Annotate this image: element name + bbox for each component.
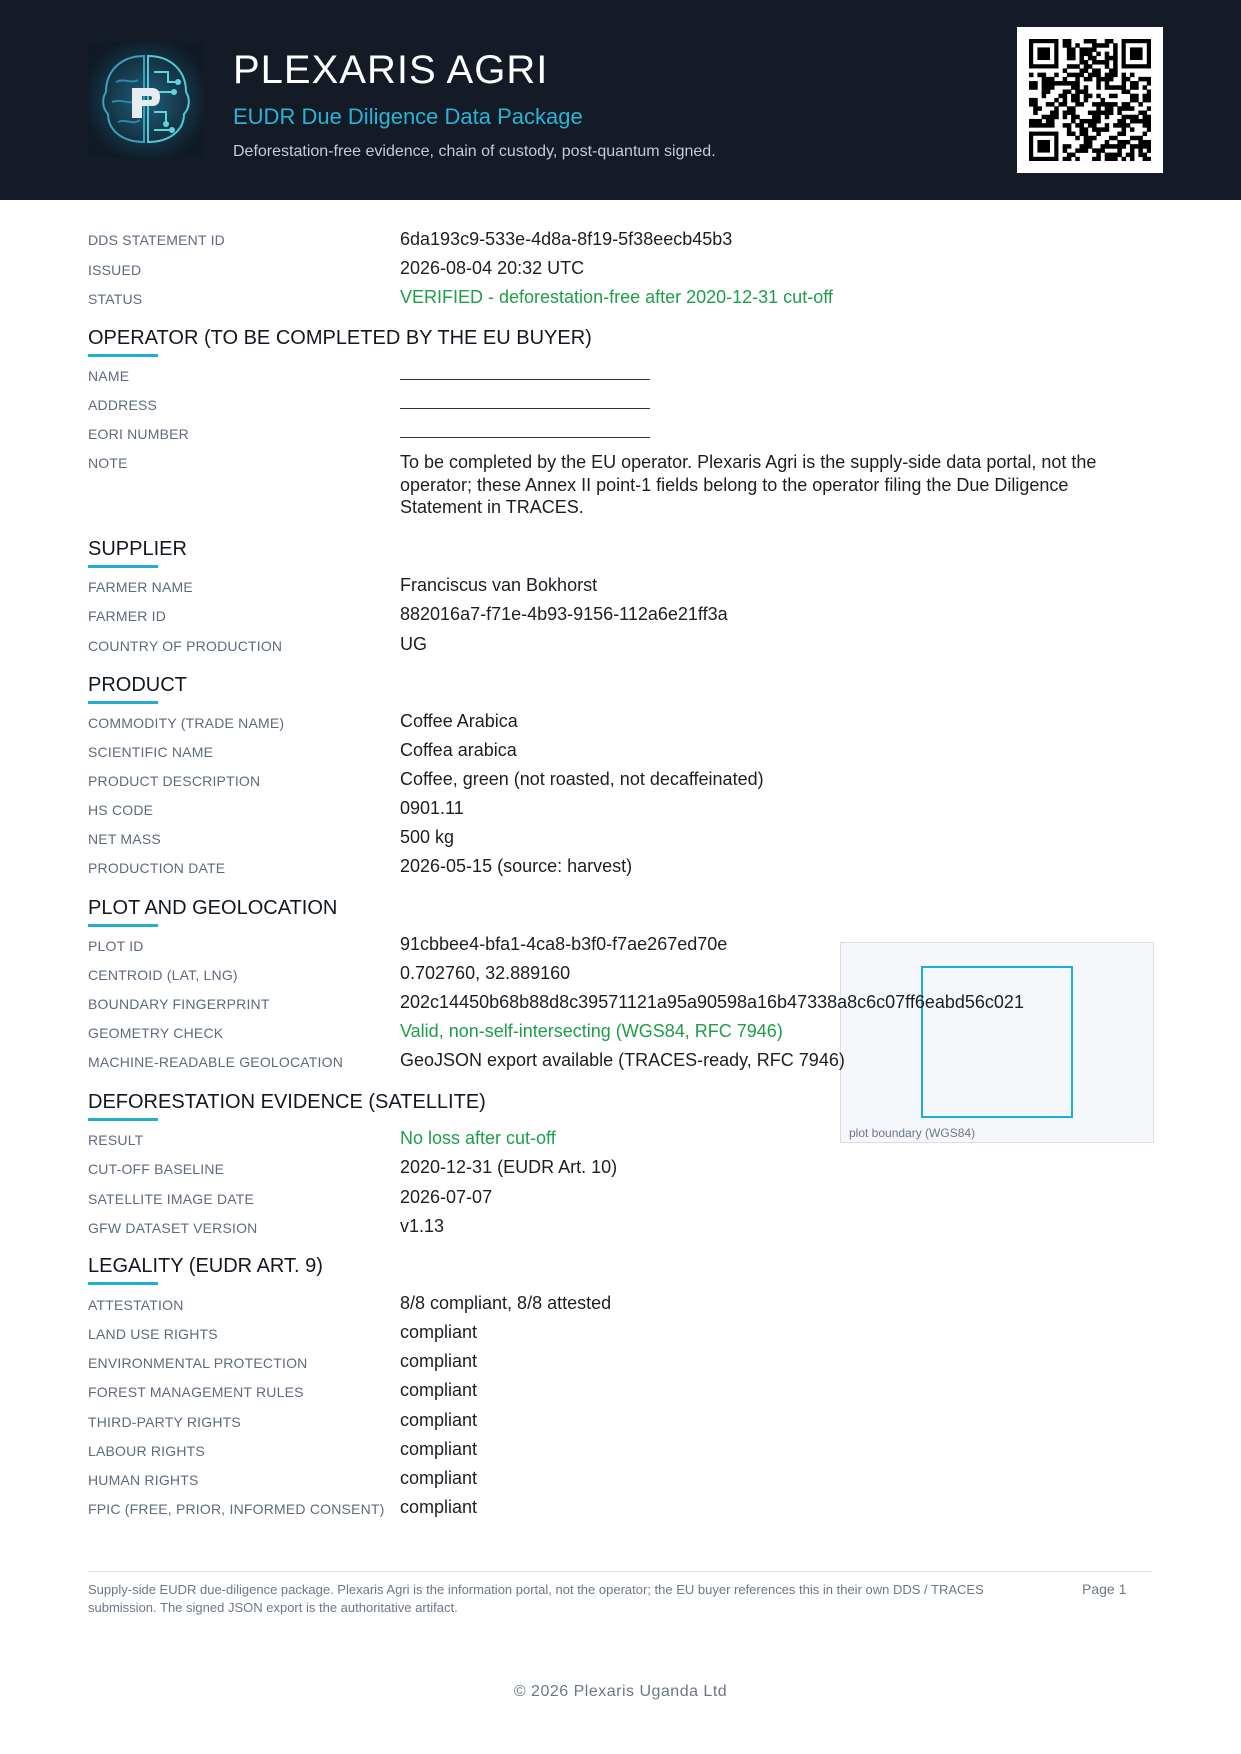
operator-eori-field: [400, 422, 650, 443]
operator-address-label: ADDRESS: [88, 397, 158, 413]
document-header: [0, 0, 1241, 200]
plot-boundary-map: [840, 942, 1154, 1143]
scientific-name-label: SCIENTIFIC NAME: [88, 744, 214, 760]
legality-row-value: compliant: [400, 1497, 478, 1517]
centroid-value: 0.702760, 32.889160: [400, 963, 571, 983]
legality-row-value: compliant: [400, 1322, 478, 1342]
plot-id-label: PLOT ID: [88, 938, 144, 954]
operator-note-value: To be completed by the EU operator. Plexaris Agri is the supply-side data portal, not the operator; these Annex II point-1 fields belong to the operator filing the Due Diligence Statement in TRACES.: [400, 452, 1097, 517]
section-underline: [88, 354, 158, 357]
legality-row-label: FOREST MANAGEMENT RULES: [88, 1384, 304, 1400]
baseline-value: 2020-12-31 (EUDR Art. 10): [400, 1157, 618, 1177]
geometry-check-value: Valid, non-self-intersecting (WGS84, RFC 7946): [400, 1021, 783, 1041]
map-caption: plot boundary (WGS84): [849, 1126, 976, 1140]
country-label: COUNTRY OF PRODUCTION: [88, 638, 283, 654]
gfw-version-value: v1.13: [400, 1216, 445, 1236]
legality-section-title: LEGALITY (EUDR ART. 9): [88, 1255, 323, 1277]
commodity-label: COMMODITY (TRADE NAME): [88, 715, 285, 731]
supplier-section-title: SUPPLIER: [88, 538, 187, 560]
product-section-title: PRODUCT: [88, 674, 187, 696]
statement-id-value: 6da193c9-533e-4d8a-8f19-5f38eecb45b3: [400, 229, 733, 249]
deforestation-section-title: DEFORESTATION EVIDENCE (SATELLITE): [88, 1091, 486, 1113]
legality-row-label: FPIC (FREE, PRIOR, INFORMED CONSENT): [88, 1501, 385, 1517]
description-label: PRODUCT DESCRIPTION: [88, 773, 261, 789]
operator-name-label: NAME: [88, 368, 130, 384]
operator-note-label: NOTE: [88, 455, 128, 471]
image-date-value: 2026-07-07: [400, 1187, 493, 1207]
country-value: UG: [400, 634, 427, 654]
geolocation-label: MACHINE-READABLE GEOLOCATION: [88, 1054, 344, 1070]
legality-row-value: 8/8 compliant, 8/8 attested: [400, 1293, 612, 1313]
baseline-label: CUT-OFF BASELINE: [88, 1161, 225, 1177]
legality-row-label: HUMAN RIGHTS: [88, 1472, 199, 1488]
footer-divider: [88, 1571, 1152, 1572]
fingerprint-label: BOUNDARY FINGERPRINT: [88, 996, 270, 1012]
operator-section-title: OPERATOR (TO BE COMPLETED BY THE EU BUYER): [88, 327, 592, 349]
section-underline: [88, 701, 158, 704]
hs-code-label: HS CODE: [88, 802, 154, 818]
centroid-label: CENTROID (LAT, LNG): [88, 967, 238, 983]
geolocation-value: GeoJSON export available (TRACES-ready, RFC 7946): [400, 1050, 845, 1070]
section-underline: [88, 1282, 158, 1285]
farmer-name-label: FARMER NAME: [88, 579, 193, 595]
legality-row-value: compliant: [400, 1380, 478, 1400]
legality-row-label: LABOUR RIGHTS: [88, 1443, 205, 1459]
farmer-name-value: Franciscus van Bokhorst: [400, 575, 598, 595]
qr-code-icon: [1017, 27, 1163, 173]
legality-row-label: LAND USE RIGHTS: [88, 1326, 218, 1342]
fingerprint-value: 202c14450b68b88d8c39571121a95a90598a16b47338a8c6c07ff6eabd56c021: [400, 992, 1024, 1012]
production-date-label: PRODUCTION DATE: [88, 860, 226, 876]
issued-label: ISSUED: [88, 262, 142, 278]
page-number: Page 1: [1082, 1581, 1127, 1597]
farmer-id-label: FARMER ID: [88, 608, 167, 624]
legality-row-value: compliant: [400, 1351, 478, 1371]
result-label: RESULT: [88, 1132, 144, 1148]
plot-section-title: PLOT AND GEOLOCATION: [88, 897, 338, 919]
document-subtitle: EUDR Due Diligence Data Package: [233, 104, 583, 129]
operator-name-field: [400, 364, 650, 385]
legality-row-label: ENVIRONMENTAL PROTECTION: [88, 1355, 308, 1371]
result-value: No loss after cut-off: [400, 1128, 556, 1148]
section-underline: [88, 1118, 158, 1121]
operator-address-field: [400, 393, 650, 414]
status-label: STATUS: [88, 291, 143, 307]
issued-value: 2026-08-04 20:32 UTC: [400, 258, 585, 278]
description-value: Coffee, green (not roasted, not decaffeinated): [400, 769, 764, 789]
hs-code-value: 0901.11: [400, 798, 464, 818]
plot-id-value: 91cbbee4-bfa1-4ca8-b3f0-f7ae267ed70e: [400, 934, 728, 954]
farmer-id-value: 882016a7-f71e-4b93-9156-112a6e21ff3a: [400, 604, 728, 624]
scientific-name-value: Coffea arabica: [400, 740, 517, 760]
net-mass-value: 500 kg: [400, 827, 455, 847]
commodity-value: Coffee Arabica: [400, 711, 518, 731]
gfw-version-label: GFW DATASET VERSION: [88, 1220, 258, 1236]
production-date-value: 2026-05-15 (source: harvest): [400, 856, 633, 876]
legality-row-value: compliant: [400, 1468, 478, 1488]
geometry-check-label: GEOMETRY CHECK: [88, 1025, 224, 1041]
legality-row-label: THIRD-PARTY RIGHTS: [88, 1414, 241, 1430]
footer-note: Supply-side EUDR due-diligence package. Plexaris Agri is the information portal, not the operator; the EU buyer references this in their own DDS / TRACES submission. The signed JSON export is the authoritative artifact.: [88, 1582, 984, 1615]
legality-row-value: compliant: [400, 1439, 478, 1459]
copyright: © 2026 Plexaris Uganda Ltd: [513, 1683, 728, 1700]
legality-row-label: ATTESTATION: [88, 1297, 184, 1313]
image-date-label: SATELLITE IMAGE DATE: [88, 1191, 255, 1207]
document-tagline: Deforestation-free evidence, chain of custody, post-quantum signed.: [233, 143, 716, 160]
section-underline: [88, 565, 158, 568]
net-mass-label: NET MASS: [88, 831, 161, 847]
operator-eori-label: EORI NUMBER: [88, 426, 189, 442]
legality-row-value: compliant: [400, 1410, 478, 1430]
status-value: VERIFIED - deforestation-free after 2020-12-31 cut-off: [400, 287, 833, 307]
statement-id-label: DDS STATEMENT ID: [88, 232, 225, 248]
brand-title: PLEXARIS AGRI: [233, 48, 549, 92]
brain-circuit-logo: [88, 42, 204, 158]
plot-boundary-polygon: [922, 967, 1072, 1117]
section-underline: [88, 924, 158, 927]
